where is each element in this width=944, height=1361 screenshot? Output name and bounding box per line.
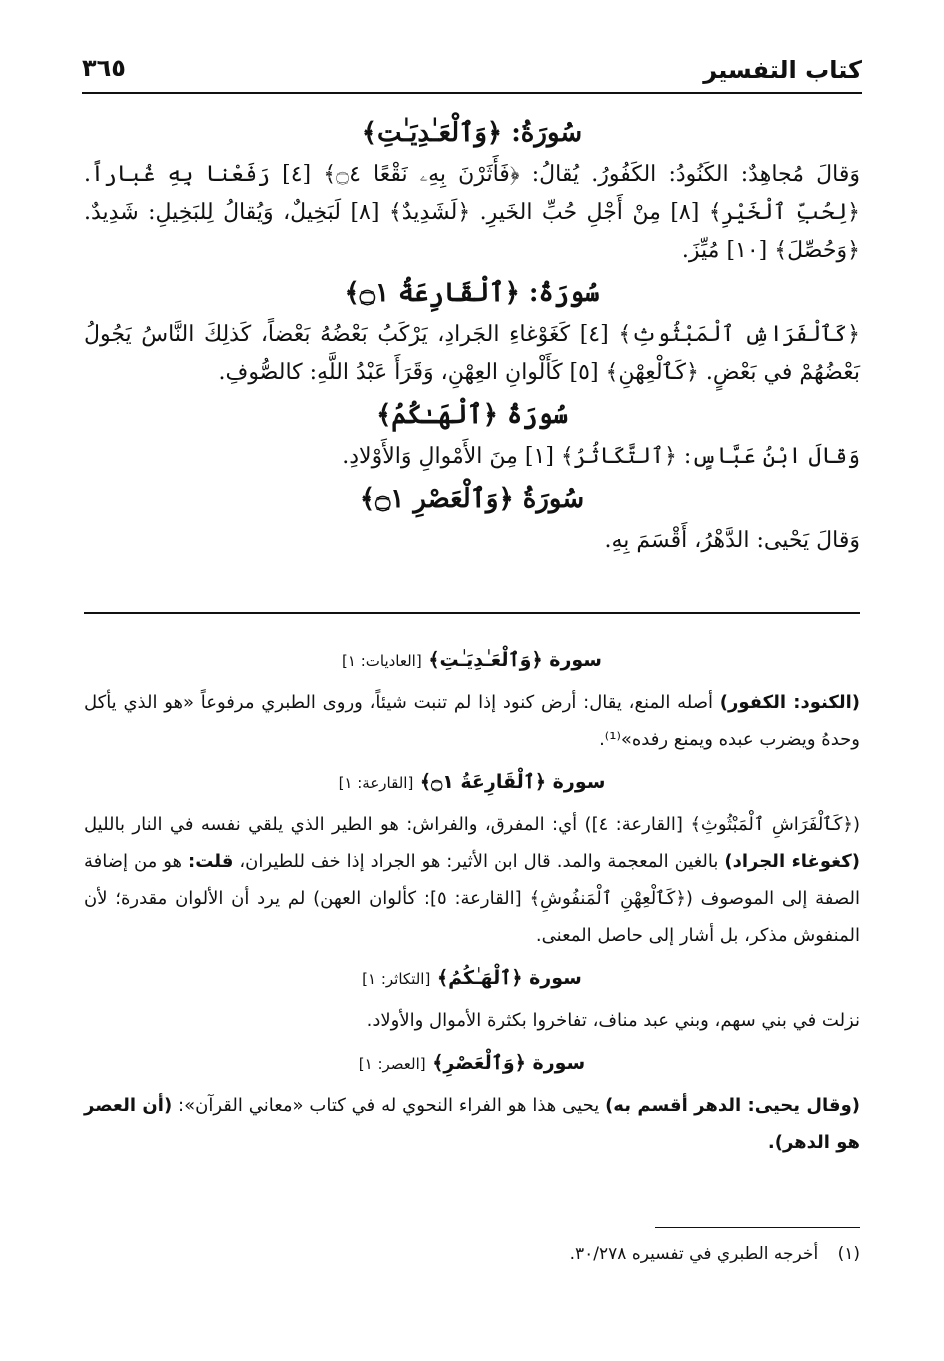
verse-reference: [العاديات: ١] [342, 652, 422, 670]
commentary-heading-text: سورة ﴿وَٱلْعَـٰدِيَـٰتِ﴾ [428, 649, 602, 671]
commentary-paragraph-asr [84, 1087, 860, 1161]
footnote [84, 1240, 860, 1268]
commentary-paragraph-qariah [84, 806, 860, 954]
commentary-paragraph-takathur [84, 1002, 860, 1039]
commentary-bold: (أن العصر هو الدهر). [84, 1095, 860, 1153]
page-number: ٣٦٥ [82, 54, 126, 82]
footnote-divider [655, 1227, 860, 1228]
paragraph-adiyat: وَقالَ مُجاهِدٌ: الكَنُودُ: الكَفُورُ. يُقالُ: ﴿فَأَثَرْنَ بِهِۦ نَقْعًا ۝٤﴾ [٤] رَفَعْنا بِهِ غُباراً. ﴿لِحُبِّ ٱلْخَيْرِ﴾ [٨] مِنْ أَجْلِ حُبِّ الخَيرِ. ﴿لَشَدِيدٌ﴾ [٨] لَبَخِيلٌ، وَيُقالُ لِلبَخِيلِ: شَدِيدٌ. ﴿وَحُصِّلَ﴾ [١٠] مُيِّزَ. [84, 162, 860, 263]
commentary-text: نزلت في بني سهم، وبني عبد مناف، تفاخروا بكثرة الأموال والأولاد. [366, 1010, 860, 1031]
commentary-heading-qariah [84, 764, 860, 802]
commentary-heading-asr [84, 1045, 860, 1083]
commentary-heading-takathur [84, 960, 860, 998]
commentary-heading-text: سورة ﴿وَٱلْعَصْرِ﴾ [432, 1052, 586, 1074]
verse-reference: [العصر: ١] [358, 1055, 426, 1073]
main-text [84, 110, 860, 560]
surah-heading-takathur: سُورَةُ ﴿ٱلْهَـٰكُمُ﴾ [376, 400, 568, 430]
main-divider [84, 612, 860, 614]
commentary-heading-text: سورة ﴿ٱلْهَـٰكُمُ﴾ [436, 967, 582, 989]
commentary-heading-adiyat [84, 642, 860, 680]
commentary-text: (﴿كَٱلْفَرَاشِ ٱلْمَبْثُوثِ﴾ [القارعة: ٤]) أي: المفرق، والفراش: هو الطير الذي يلقي نفسه في النار بالليل [84, 814, 861, 835]
commentary-lead: (الكنود: الكفور) [719, 692, 860, 713]
commentary-section [84, 640, 860, 1167]
commentary-text: بالغين المعجمة والمد. قال ابن الأثير: هو الجراد إذا خف للطيران، [239, 851, 719, 872]
footnote-text: أخرجه الطبري في تفسيره ٣٠/٢٧٨. [569, 1244, 819, 1264]
commentary-text: يحيى هذا هو الفراء النحوي له في كتاب «معاني القرآن»: [178, 1095, 600, 1116]
surah-heading-adiyat: سُورَةُ: ﴿وَٱلْعَـٰدِيَـٰتِ﴾ [361, 118, 583, 148]
book-title: كتاب التفسير [703, 56, 862, 84]
verse-reference: [القارعة: ١] [338, 774, 414, 792]
commentary-paragraph-adiyat [84, 684, 860, 758]
commentary-heading-text: سورة ﴿ٱلْقَارِعَةُ ۝١﴾ [419, 771, 606, 793]
commentary-text: أصله المنع، يقال: أرض كنود إذا لم تنبت شيئاً، وروى الطبري مرفوعاً «هو الذي يأكل وحدهُ ويضرب عبده ويمنع رفده»⁽¹⁾. [84, 692, 860, 750]
surah-heading-asr: سُورَةُ ﴿وَٱلْعَصْرِ ۝١﴾ [359, 484, 585, 514]
paragraph-takathur: وَقالَ ابْنُ عَبَّاسٍ: ﴿ٱلتَّكَاثُرُ﴾ [١] مِنَ الأَمْوالِ وَالأَوْلادِ. [342, 444, 860, 469]
commentary-bold: (كغوغاء الجراد) [724, 851, 860, 872]
page-header [82, 52, 862, 94]
footnote-number: (١) [837, 1244, 860, 1264]
commentary-lead: (وقال يحيى: الدهر أقسم به) [605, 1095, 860, 1116]
surah-heading-qariah: سُورَةُ: ﴿ٱلْقَارِعَةُ ۝١﴾ [344, 278, 600, 308]
commentary-bold: قلت: [188, 851, 234, 872]
paragraph-qariah: ﴿كَٱلْفَرَاشِ ٱلْمَبْثُوثِ﴾ [٤] كَغَوْغاءِ الجَرادِ، يَرْكَبُ بَعْضُهُ بَعْضاً، كَذلِكَ النَّاسُ يَجُولُ بَعْضُهُمْ في بَعْضٍ. ﴿كَٱلْعِهْنِ﴾ [٥] كَأَلْوانِ العِهْنِ، وَقَرَأَ عَبْدُ اللَّهِ: كالصُّوفِ. [84, 322, 860, 385]
paragraph-asr: وَقالَ يَحْيى: الدَّهْرُ، أَقْسَمَ بِهِ. [604, 528, 860, 553]
verse-reference: [التكاثر: ١] [362, 970, 431, 988]
commentary-text: هو من إضافة الصفة إلى الموصوف (﴿كَٱلْعِهْنِ ٱلْمَنفُوشِ﴾ [القارعة: ٥]: كألوان العهن) لم يرد أن الألوان مقدرة؛ لأن المنفوش مذكر، بل أشار إلى حاصل المعنى. [84, 851, 860, 946]
